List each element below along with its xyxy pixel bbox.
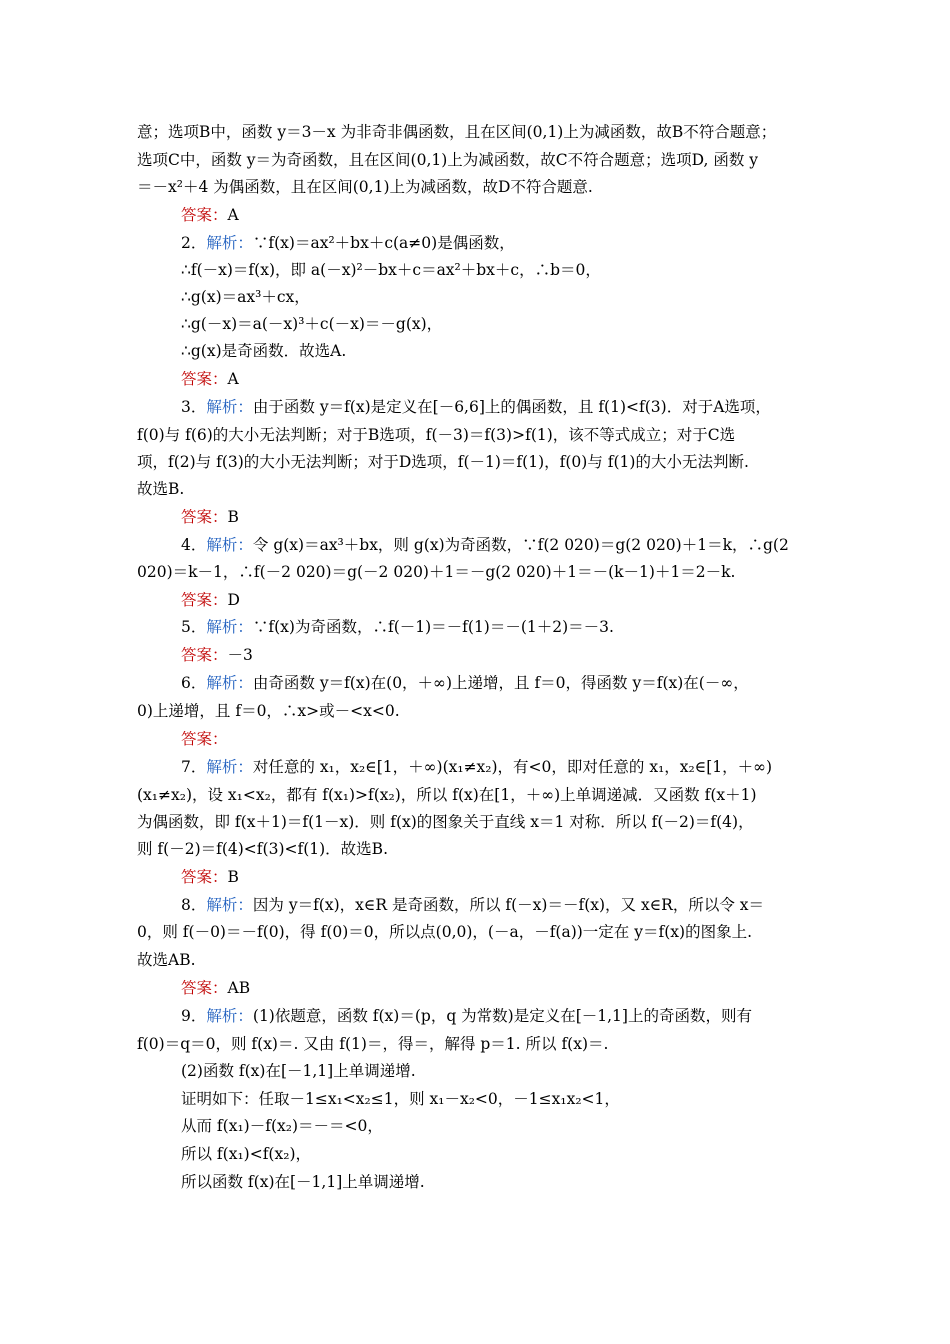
text-span: 8． xyxy=(181,896,207,914)
text-span: 故选B. xyxy=(137,480,185,498)
text-line xyxy=(181,369,239,389)
text-line xyxy=(181,507,239,527)
text-line xyxy=(181,1061,416,1081)
text-span: 由奇函数 y＝f(x)在(0，＋∞)上递增，且 f＝0，得函数 y＝f(x)在(－∞， xyxy=(252,674,749,692)
text-line xyxy=(181,1006,752,1026)
text-line xyxy=(181,397,771,417)
text-line xyxy=(137,812,754,832)
text-span: f(0)与 f(6)的大小无法判断；对于B选项，f(－3)＝f(3)>f(1)，该不等式成立；对于C选 xyxy=(137,426,736,444)
text-span: 6． xyxy=(181,674,207,692)
text-span: 2． xyxy=(181,234,207,252)
text-span: 令 g(x)＝ax³＋bx，则 g(x)为奇函数，∵f(2 020)＝g(2 020)＋1＝k，∴g(2 xyxy=(252,536,789,554)
answer-label: 答案： xyxy=(181,646,228,664)
text-span: ∴g(－x)＝a(－x)³＋c(－x)＝－g(x)， xyxy=(181,315,443,333)
answer-label: 答案： xyxy=(181,206,228,224)
analysis-label: 解析： xyxy=(206,674,253,692)
text-line xyxy=(181,1172,425,1192)
answer-label: 答案： xyxy=(181,730,228,748)
text-span: 由于函数 y＝f(x)是定义在[－6,6]上的偶函数，且 f(1)<f(3)．对于A选项， xyxy=(252,398,771,416)
text-line xyxy=(181,260,601,280)
analysis-label: 解析： xyxy=(206,758,253,776)
text-line xyxy=(137,479,184,499)
text-line xyxy=(181,287,310,307)
text-span: (x₁≠x₂)，设 x₁<x₂，都有 f(x₁)>f(x₂)，所以 f(x)在[1，＋∞)上单调递减．又函数 f(x＋1) xyxy=(137,786,757,804)
text-span: ∴g(x)＝ax³＋cx， xyxy=(181,288,310,306)
text-span: ＝－x²＋4 为偶函数，且在区间(0,1)上为减函数，故D不符合题意. xyxy=(137,178,593,196)
text-span: 项，f(2)与 f(3)的大小无法判断；对于D选项，f(－1)＝f(1)，f(0)与 f(1)的大小无法判断. xyxy=(137,453,749,471)
text-line xyxy=(181,645,253,665)
answer-label: 答案： xyxy=(181,591,228,609)
text-line xyxy=(181,673,749,693)
analysis-label: 解析： xyxy=(206,398,253,416)
text-span: ∴f(－x)＝f(x)，即 a(－x)²－bx＋c＝ax²＋bx＋c，∴b＝0， xyxy=(181,261,601,279)
answer-label: 答案： xyxy=(181,868,228,886)
text-span: 为偶函数，即 f(x＋1)＝f(1－x)．则 f(x)的图象关于直线 x＝1 对称．所以 f(－2)＝f(4)， xyxy=(137,813,754,831)
text-span: A xyxy=(227,370,239,388)
text-span: 选项C中，函数 y＝为奇函数，且在区间(0,1)上为减函数，故C不符合题意；选项D, 函数 y xyxy=(137,151,759,169)
text-span: 意；选项B中，函数 y＝3－x 为非奇非偶函数，且在区间(0,1)上为减函数，故B不符合题意； xyxy=(137,123,777,141)
text-line xyxy=(181,341,346,361)
text-span: A xyxy=(227,206,239,224)
text-line xyxy=(181,867,239,887)
text-span: 0，则 f(－0)＝－f(0)，得 f(0)＝0，所以点(0,0)，(－a，－f(a))一定在 y＝f(x)的图象上. xyxy=(137,923,752,941)
text-span: 证明如下：任取－1≤x₁<x₂≤1，则 x₁－x₂<0，－1≤x₁x₂<1， xyxy=(181,1090,620,1108)
text-span: 7． xyxy=(181,758,207,776)
text-span: 故选AB. xyxy=(137,951,196,969)
text-span: －3 xyxy=(227,646,253,664)
text-line xyxy=(137,950,196,970)
text-line xyxy=(181,978,250,998)
analysis-label: 解析： xyxy=(206,896,253,914)
text-span: D xyxy=(227,591,240,609)
answer-label: 答案： xyxy=(181,370,228,388)
analysis-label: 解析： xyxy=(206,1007,253,1025)
text-line xyxy=(181,757,772,777)
text-span: B xyxy=(227,508,239,526)
text-line xyxy=(137,785,757,805)
text-span: 所以 f(x₁)<f(x₂)， xyxy=(181,1145,311,1163)
text-span: ∴g(x)是奇函数．故选A. xyxy=(181,342,347,360)
text-line xyxy=(137,839,388,859)
text-line xyxy=(137,150,758,170)
text-line xyxy=(181,1116,383,1136)
text-line xyxy=(181,1144,311,1164)
analysis-label: 解析： xyxy=(206,536,253,554)
text-line xyxy=(137,922,752,942)
text-line xyxy=(181,535,789,555)
text-span: f(0)＝q＝0，则 f(x)＝. 又由 f(1)＝，得＝，解得 p＝1. 所以 f(x)＝. xyxy=(137,1035,609,1053)
text-span: ∵f(x)＝ax²＋bx＋c(a≠0)是偶函数， xyxy=(252,234,515,252)
text-line xyxy=(181,895,764,915)
text-line xyxy=(181,590,240,610)
text-line xyxy=(181,205,239,225)
text-span: 9． xyxy=(181,1007,207,1025)
text-span: 因为 y＝f(x)，x∈R 是奇函数，所以 f(－x)＝－f(x)，又 x∈R，所以令 x＝ xyxy=(252,896,765,914)
answer-label: 答案： xyxy=(181,979,228,997)
answer-label: 答案： xyxy=(181,508,228,526)
text-line xyxy=(137,122,776,142)
text-span: 4． xyxy=(181,536,207,554)
text-line xyxy=(181,314,442,334)
text-span: 对任意的 x₁，x₂∈[1，＋∞)(x₁≠x₂)，有<0，即对任意的 x₁，x₂∈[1，＋∞) xyxy=(252,758,773,776)
text-line xyxy=(137,425,735,445)
text-line xyxy=(137,452,749,472)
text-span: B xyxy=(227,868,239,886)
text-span: 3． xyxy=(181,398,207,416)
analysis-label: 解析： xyxy=(206,618,253,636)
text-span: 则 f(－2)＝f(4)<f(3)<f(1)．故选B. xyxy=(137,840,388,858)
text-span: (1)依题意，函数 f(x)＝(p，q 为常数)是定义在[－1,1]上的奇函数，则有 xyxy=(252,1007,752,1025)
text-span: 5． xyxy=(181,618,207,636)
text-span: (2)函数 f(x)在[－1,1]上单调递增. xyxy=(181,1062,416,1080)
text-line xyxy=(137,177,593,197)
text-line xyxy=(137,701,400,721)
text-line xyxy=(181,233,515,253)
text-line xyxy=(137,1034,608,1054)
text-span: 020)＝k－1，∴f(－2 020)＝g(－2 020)＋1＝－g(2 020)＋1＝－(k－1)＋1＝2－k. xyxy=(137,563,736,581)
text-span: 所以函数 f(x)在[－1,1]上单调递增. xyxy=(181,1173,425,1191)
text-line xyxy=(137,562,735,582)
text-line xyxy=(181,617,614,637)
text-span: 0)上递增，且 f＝0，∴x>或－<x<0. xyxy=(137,702,400,720)
text-line xyxy=(181,729,228,749)
text-span: 从而 f(x₁)－f(x₂)＝－＝<0， xyxy=(181,1117,383,1135)
text-span: AB xyxy=(227,979,251,997)
text-span: ∵f(x)为奇函数，∴f(－1)＝－f(1)＝－(1＋2)＝－3. xyxy=(252,618,614,636)
text-line xyxy=(181,1089,620,1109)
analysis-label: 解析： xyxy=(206,234,253,252)
